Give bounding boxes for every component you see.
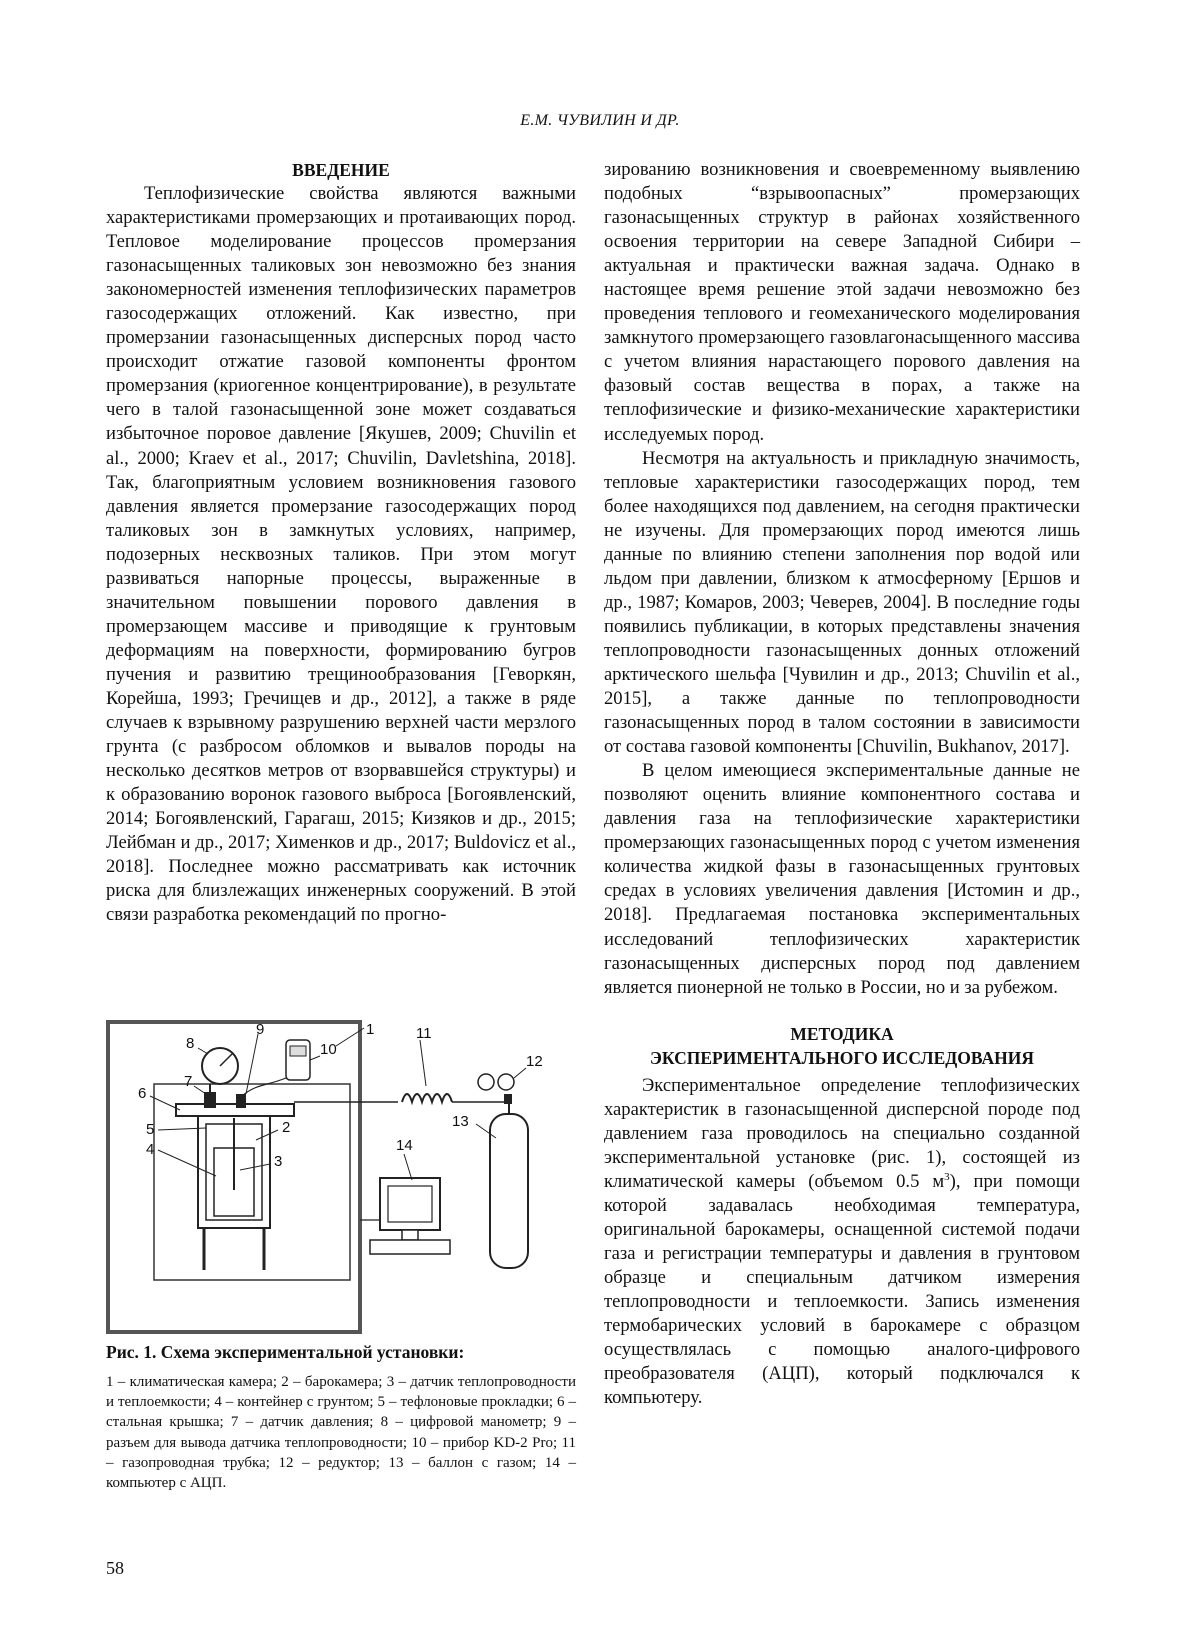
paragraph: Несмотря на актуальность и прикладную значимость, тепловые характеристики газосодержащих пород, тем более находящихся под давлением, на сегодня практически не изучены. Для промерзающих пород имеются лишь данные по влиянию степени заполнения пор водой или льдом при давлении, близком к атмосферному [Ершов и др., 1987; Комаров, 2003; Чеверев, 2004]. В последние годы появились публикации, в которых представлены значения теплопроводности газонасыщенных донных отложений арктического шельфа [Чувилин и др., 2013; Chuvilin et al., 2015], а также данные по теплопроводности газонасыщенных пород в талом состоянии в зависимости от состава газовой компоненты [Chuvilin, Bukhanov, 2017]. xyxy=(604,447,1080,758)
fig-label: 7 xyxy=(184,1073,193,1090)
figure-caption-title: Рис. 1. Схема экспериментальной установки: xyxy=(106,1342,465,1362)
running-head: Е.М. ЧУВИЛИН И ДР. xyxy=(520,112,680,129)
fig-label: 12 xyxy=(526,1053,543,1070)
fig-label: 3 xyxy=(274,1153,283,1170)
steel-lid xyxy=(176,1104,294,1116)
fig-label: 1 xyxy=(366,1021,375,1038)
section-heading-introduction: ВВЕДЕНИЕ xyxy=(292,160,390,180)
pressure-sensor xyxy=(204,1092,216,1108)
reducer-gauge-1 xyxy=(478,1074,494,1090)
fig-label: 14 xyxy=(396,1137,413,1154)
fig-label: 8 xyxy=(186,1035,195,1052)
paragraph: зированию возникновения и своевременному выявлению подобных “взрывоопасных” промерзающих газонасыщенных структур в районах хозяйственного освоения территории на севере Западной Сибири – актуальная и практически важная задача. Однако в настоящее время решение этой задачи невозможно без проведения теплового и геомеханического моделирования замкнутого промерзающего газовлагонасыщенного массива с учетом влияния нарастающего порового давления на фазовый состав вещества в порах, а также на теплофизические и физико-механические характеристики исследуемых пород. xyxy=(604,159,1080,445)
figure-caption-body: 1 – климатическая камера; 2 – барокамера; 3 – датчик теплопроводности и теплоемкости; 4 – контейнер с грунтом; 5 – тефлоновые прокладки; 6 – стальная крышка; 7 – датчик давления; 8 – цифровой манометр; 9 – разъем для вывода датчика теплопроводности; 10 – прибор KD-2 Pro; 11 – газопроводная трубка; 12 – редуктор; 13 – баллон с газом; 14 – компьютер с АЦП. xyxy=(106,1374,576,1492)
heading-line-2: ЭКСПЕРИМЕНТАЛЬНОГО ИССЛЕДОВАНИЯ xyxy=(650,1047,1034,1068)
gas-cylinder xyxy=(490,1114,528,1268)
fig-label: 2 xyxy=(282,1119,291,1136)
paragraph: Теплофизические свойства являются важными характеристиками промерзающих и протаивающих пород. Тепловое моделирование процессов промерзания газонасыщенных таликовых зон невозможно без знания закономерностей изменения теплофизических параметров газосодержащих отложений. Как известно, при промерзании газонасыщенных дисперсных пород часто происходит отжатие газовой компоненты фронтом промерзания (криогенное концентрирование), в результате чего в талой газонасыщенной зоне может создаваться избыточное поровое давление [Якушев, 2009; Chuvilin et al., 2000; Kraev et al., 2017; Chuvilin, Davletshina, 2018]. Так, благоприятным условием возникновения газового давления является промерзание газосодержащих пород таликовых зон в замкнутых условиях, например, подозерных несквозных таликов. При этом могут развиваться напорные процессы, выраженные в значительном повышении порового давления в промерзающем массиве и приводящие к грунтовым деформациям на поверхности, формированию бугров пучения и развитию трещинообразования [Геворкян, Корейша, 1993; Гречищев и др., 2012], а также в ряде случаев к взрывному разрушению верхней части мерзлого грунта (с разбросом обломков и вывалов породы на несколько десятков метров от взорвавшейся структуры) и к образованию воронок газового выброса [Богоявленский, 2014; Богоявленский, Гарагаш, 2015; Кизяков и др., 2015; Лейбман и др., 2017; Хименков и др., 2017; Buldovicz et al., 2018]. Последнее можно рассматривать как источник риска для близлежащих инженерных сооружений. В этой связи разработка рекомендаций по прогно- xyxy=(106,183,576,926)
fig-label: 10 xyxy=(320,1041,337,1058)
page-number: 58 xyxy=(106,1558,124,1578)
text-run: Экспериментальное определение теплофизических характеристик в газонасыщенной дисперсной породе под давлением газа проводилось на специально созданной экспериментальной установке (рис. 1), состоящей из климатической камеры (объемом 0.5 м xyxy=(604,1074,1080,1192)
figure-setup-diagram xyxy=(106,1020,576,1338)
fig-label: 13 xyxy=(452,1113,469,1130)
left-column xyxy=(106,158,576,927)
reducer-gauge-2 xyxy=(498,1074,514,1090)
connector-block xyxy=(236,1094,246,1108)
fig-label: 4 xyxy=(146,1141,155,1158)
fig-label: 5 xyxy=(146,1121,155,1138)
fig-label: 9 xyxy=(256,1021,265,1038)
text-run: ), при помощи которой задавалась необходимая температура, оригинальной барокамеры, оснащенной системой подачи газа и регистрации температуры и давления в грунтовом образце и специальным датчиком измерения теплопроводности и теплоемкости. Запись изменения термобарических условий в барокамере с образцом осуществлялась с помощью аналого-цифрового преобразователя (АЦП), который подключался к компьютеру. xyxy=(604,1170,1080,1409)
gas-tube-coil xyxy=(402,1094,452,1102)
fig-label: 6 xyxy=(138,1085,147,1102)
paragraph-methodology xyxy=(604,1074,1080,1411)
paragraph: В целом имеющиеся экспериментальные данные не позволяют оценить влияние компонентного состава и давления газа на теплофизические характеристики промерзающих газонасыщенных пород с учетом изменения количества жидкой фазы в газонасыщенных грунтовых средах в условиях увеличения давления [Истомин и др., 2018]. Предлагаемая постановка экспериментальных исследований теплофизических характеристик газонасыщенных дисперсных пород под давлением является пионерной не только в России, но и за рубежом. xyxy=(604,760,1080,998)
right-column xyxy=(604,158,1080,1410)
heading-line-1: МЕТОДИКА xyxy=(790,1023,894,1044)
fig-label: 11 xyxy=(416,1025,432,1042)
superscript: 3 xyxy=(944,1170,950,1183)
section-heading-methodology xyxy=(604,1022,1080,1070)
computer-base xyxy=(370,1240,450,1254)
reducer xyxy=(504,1094,512,1104)
